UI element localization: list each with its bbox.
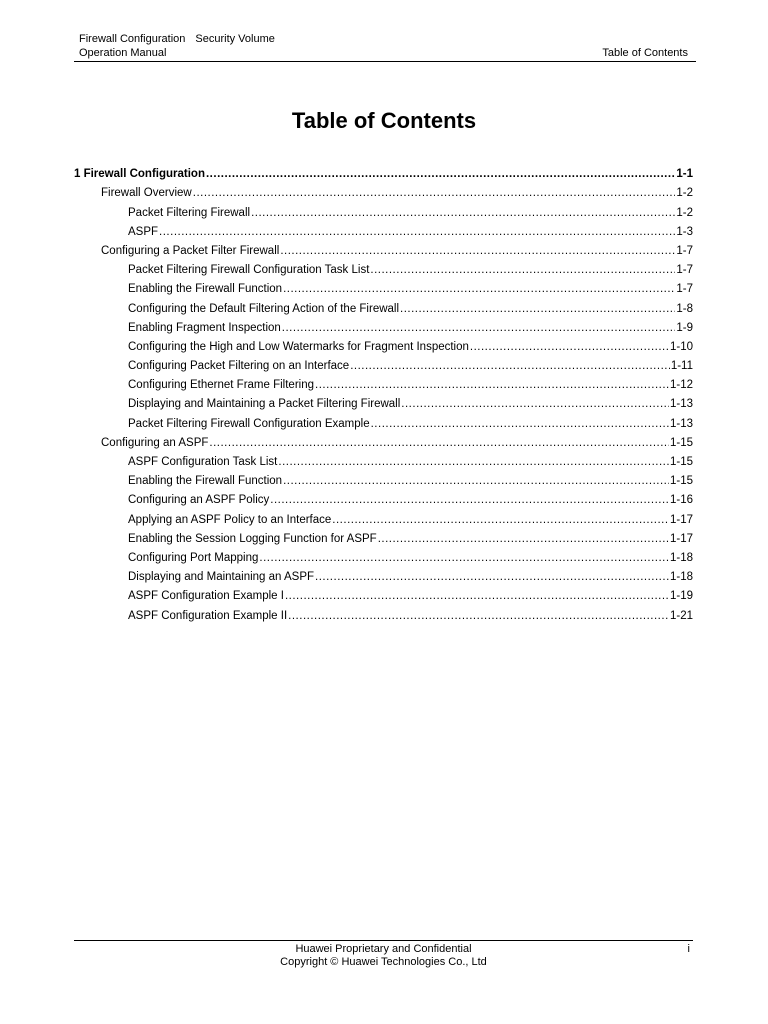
toc-dot-leader: [283, 282, 675, 296]
toc-entry-title: Configuring an ASPF: [101, 436, 209, 449]
toc-entry-title: Configuring Ethernet Frame Filtering: [128, 379, 314, 392]
toc-dot-leader: [193, 186, 676, 200]
toc-entry-title: 1 Firewall Configuration: [74, 168, 205, 181]
toc-dot-leader: [370, 263, 675, 277]
toc-dot-leader: [371, 417, 669, 431]
toc-entry-page: 1-21: [669, 609, 693, 622]
toc-dot-leader: [259, 551, 669, 565]
toc-dot-leader: [251, 206, 675, 220]
toc-entry[interactable]: [74, 239, 693, 258]
toc-dot-leader: [401, 397, 669, 411]
toc-entry-title: ASPF: [128, 225, 159, 238]
header-doc-title: Firewall Configuration: [79, 33, 186, 45]
toc-entry[interactable]: [74, 354, 693, 373]
toc-entry[interactable]: [74, 488, 693, 507]
toc-dot-leader: [315, 378, 669, 392]
toc-entry[interactable]: [74, 603, 693, 622]
toc-entry-page: 1-7: [676, 264, 693, 277]
toc-dot-leader: [270, 493, 669, 507]
toc-entry[interactable]: [74, 296, 693, 315]
toc-dot-leader: [378, 532, 669, 546]
toc-entry-title: ASPF Configuration Example II: [128, 609, 288, 622]
toc-entry[interactable]: [74, 335, 693, 354]
toc-entry-page: 1-11: [670, 360, 693, 373]
toc-entry-title: Packet Filtering Firewall: [128, 206, 251, 219]
toc-entry-page: 1-15: [669, 475, 693, 488]
toc-entry-title: Applying an ASPF Policy to an Interface: [128, 513, 332, 526]
toc-entry[interactable]: [74, 373, 693, 392]
toc-entry[interactable]: [74, 546, 693, 565]
toc-dot-leader: [288, 609, 669, 623]
toc-entry-page: 1-7: [676, 244, 693, 257]
toc-entry[interactable]: [74, 565, 693, 584]
toc-entry-page: 1-12: [669, 379, 693, 392]
toc-entry[interactable]: [74, 316, 693, 335]
toc-entry-title: ASPF Configuration Example I: [128, 590, 284, 603]
toc-dot-leader: [206, 167, 675, 181]
header-volume: Security Volume: [195, 33, 275, 45]
toc-entry-page: 1-13: [669, 398, 693, 411]
toc-entry[interactable]: [74, 411, 693, 430]
toc-dot-leader: [159, 225, 675, 239]
toc-entry-page: 1-9: [676, 321, 693, 334]
toc-entry[interactable]: [74, 507, 693, 526]
toc-dot-leader: [470, 340, 669, 354]
toc-entry[interactable]: [74, 450, 693, 469]
toc-entry-page: 1-15: [669, 456, 693, 468]
toc-entry-title: ASPF Configuration Task List: [128, 456, 278, 468]
toc-entry-page: 1-7: [676, 283, 693, 296]
toc-entry[interactable]: [74, 200, 693, 219]
toc-entry-title: Enabling Fragment Inspection: [128, 321, 281, 334]
toc-entry-page: 1-8: [676, 302, 693, 315]
page-footer: [74, 940, 693, 969]
toc-entry[interactable]: [74, 469, 693, 488]
toc-entry-title: Firewall Overview: [101, 187, 192, 200]
header-manual: Operation Manual: [79, 47, 167, 59]
toc-dot-leader: [285, 589, 669, 603]
toc-entry-page: 1-17: [669, 513, 693, 526]
header-bottom-line: [74, 46, 696, 60]
toc-entry[interactable]: [74, 162, 693, 181]
footer-page-number: i: [687, 943, 690, 955]
toc-entry-title: Configuring Packet Filtering on an Interface: [128, 360, 350, 373]
toc-dot-leader: [350, 359, 670, 373]
toc-entry-page: 1-15: [669, 436, 693, 449]
toc-entry[interactable]: [74, 584, 693, 603]
table-of-contents: [74, 162, 693, 623]
toc-entry-page: 1-2: [676, 206, 693, 219]
toc-entry-title: Enabling the Firewall Function: [128, 475, 283, 488]
toc-entry-title: Displaying and Maintaining a Packet Filtering Firewall: [128, 398, 401, 411]
toc-entry-title: Enabling the Firewall Function: [128, 283, 283, 296]
toc-entry-page: 1-18: [669, 571, 693, 584]
toc-entry-title: Configuring an ASPF Policy: [128, 494, 270, 507]
toc-entry-page: 1-3: [676, 225, 693, 238]
toc-entry-page: 1-1: [676, 168, 693, 181]
header-section: Table of Contents: [602, 47, 688, 59]
toc-dot-leader: [278, 455, 669, 469]
toc-entry-page: 1-19: [669, 590, 693, 603]
toc-entry[interactable]: [74, 258, 693, 277]
header-top-line: [74, 32, 696, 46]
page-title: Table of Contents: [291, 108, 477, 133]
footer-confidential: Huawei Proprietary and Confidential: [295, 943, 472, 955]
page-header: [74, 32, 696, 62]
toc-entry[interactable]: [74, 527, 693, 546]
toc-entry-title: Configuring the Default Filtering Action of the Firewall: [128, 302, 400, 315]
toc-entry[interactable]: [74, 220, 693, 239]
toc-entry-page: 1-13: [669, 417, 693, 430]
toc-entry[interactable]: [74, 431, 693, 450]
toc-entry-title: Configuring a Packet Filter Firewall: [101, 244, 280, 257]
toc-entry-title: Configuring the High and Low Watermarks for Fragment Inspection: [128, 340, 469, 353]
toc-dot-leader: [400, 302, 675, 316]
toc-entry-page: 1-16: [669, 494, 693, 507]
toc-dot-leader: [332, 513, 669, 527]
toc-entry-page: 1-10: [669, 340, 693, 353]
toc-dot-leader: [209, 436, 669, 450]
toc-entry[interactable]: [74, 277, 693, 296]
toc-dot-leader: [283, 474, 669, 488]
toc-entry-page: 1-17: [669, 532, 693, 545]
toc-entry-title: Packet Filtering Firewall Configuration Task List: [128, 264, 370, 277]
toc-entry-page: 1-2: [676, 187, 693, 200]
toc-dot-leader: [280, 244, 675, 258]
toc-entry-title: Packet Filtering Firewall Configuration Example: [128, 417, 370, 430]
toc-entry-title: Configuring Port Mapping: [128, 551, 259, 564]
toc-entry-page: 1-18: [669, 551, 693, 564]
toc-entry-title: Enabling the Session Logging Function for ASPF: [128, 532, 377, 545]
toc-dot-leader: [315, 570, 669, 584]
toc-entry[interactable]: [74, 181, 693, 200]
toc-entry-title: Displaying and Maintaining an ASPF: [128, 571, 315, 584]
toc-entry[interactable]: [74, 392, 693, 411]
toc-dot-leader: [282, 321, 676, 335]
footer-copyright: Copyright © Huawei Technologies Co., Ltd: [280, 956, 487, 968]
